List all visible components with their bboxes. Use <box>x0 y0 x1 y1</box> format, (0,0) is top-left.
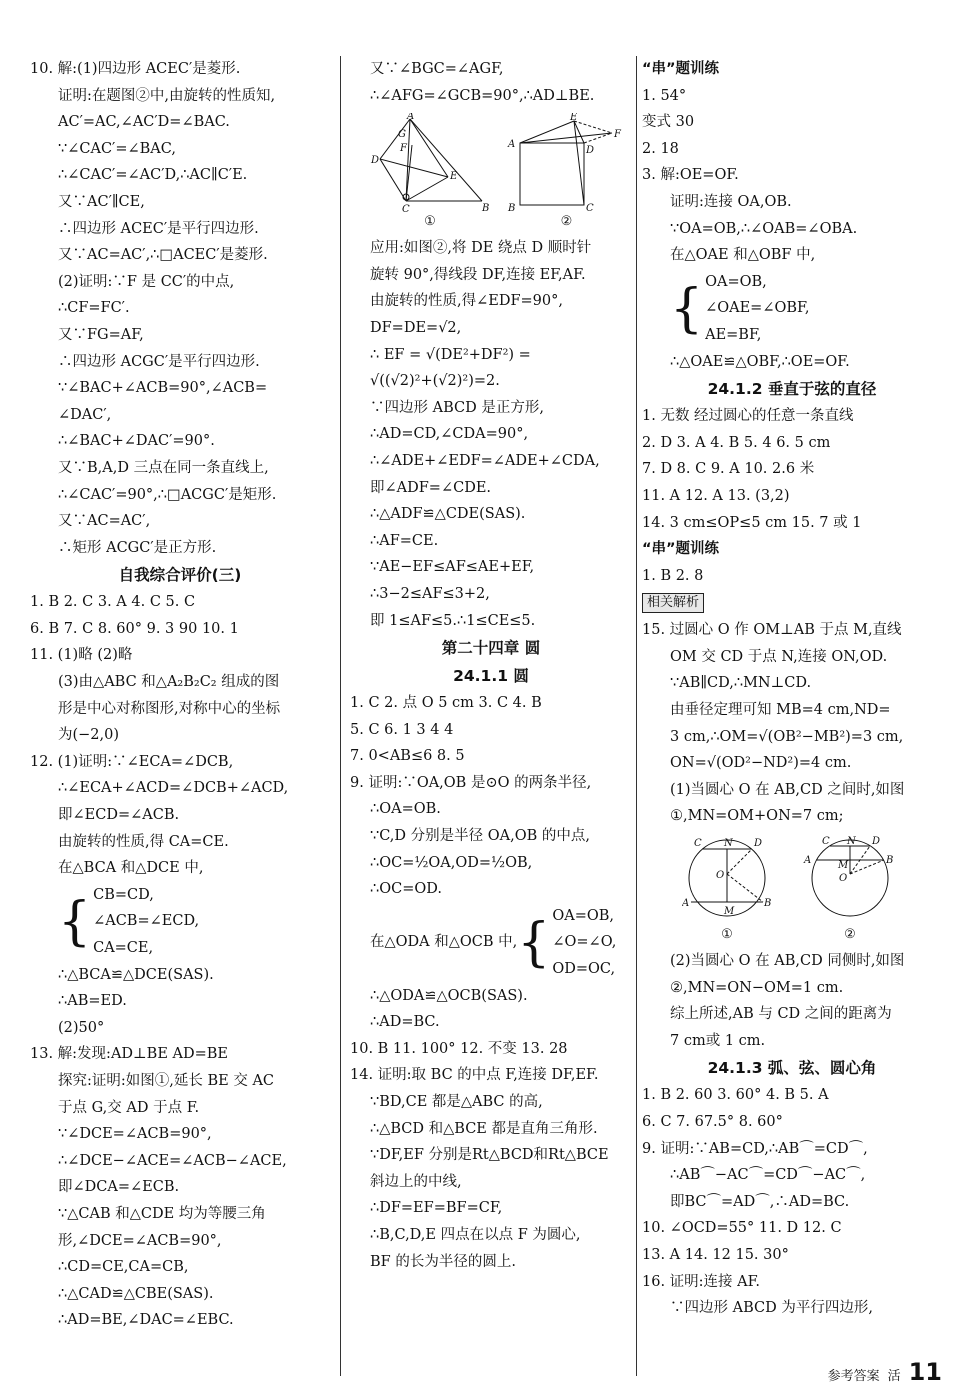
answer-line: 10. ∠OCD=55° 11. D 12. C <box>642 1220 842 1237</box>
answer-line: 2. 18 <box>642 140 679 157</box>
point-label: A <box>508 139 516 151</box>
text-line: ∵∠CAC′=∠BAC, <box>58 140 176 157</box>
text-line: ∴CD=CE,CA=CB, <box>58 1259 189 1276</box>
text-line: 形,∠DCE=∠ACB=90°, <box>58 1232 222 1249</box>
text-line: ∵∠DCE=∠ACB=90°, <box>58 1126 212 1143</box>
text-line: ∵AE−EF≤AF≤AE+EF, <box>370 559 535 576</box>
point-label: B <box>764 898 772 910</box>
answer-line: 1. B 2. C 3. A 4. C 5. C <box>30 594 196 611</box>
text-line: ∠OAE=∠OBF, <box>705 300 810 317</box>
text-line: 又∵AC′∥CE, <box>58 193 145 210</box>
circle-figure-2 <box>802 834 898 944</box>
text-line: ∴△ODA≌△OCB(SAS). <box>370 987 528 1004</box>
q14-block <box>350 1062 632 1275</box>
text-line: CA=CE, <box>93 940 154 956</box>
text-line: 9. 证明:∵OA,OB 是⊙O 的两条半径, <box>350 774 592 791</box>
answer-line: 1. B 2. 60 3. 60° 4. B 5. A <box>642 1087 829 1104</box>
text-line: ∴AB⌒−AC⌒=CD⌒−AC⌒, <box>670 1167 866 1184</box>
series-heading: “串”题训练 <box>642 61 720 77</box>
text-line: 即 1≤AF≤5.∴1≤CE≤5. <box>370 612 536 629</box>
answer-line: 6. C 7. 67.5° 8. 60° <box>642 1114 783 1130</box>
point-label: N <box>847 836 856 848</box>
point-label: D <box>371 155 380 167</box>
text-line: 由垂径定理可知 MB=4 cm,ND= <box>670 702 891 719</box>
figure-row <box>350 109 632 235</box>
text-line: ∴AD=BC. <box>370 1014 440 1031</box>
circle-figure-row <box>642 830 942 948</box>
text-line: DF=DE=√2, <box>370 319 462 336</box>
text-line: ∴∠CAC′=∠AC′D,∴AC∥C′E. <box>58 167 248 184</box>
point-label: A <box>682 898 690 910</box>
point-label: B <box>508 203 516 214</box>
text-line: (3)由△ABC 和△A₂B₂C₂ 组成的图 <box>58 674 280 691</box>
point-label: D <box>754 838 763 850</box>
q12-block <box>30 749 330 1042</box>
text-line: 又∵AC=AC′, <box>58 513 151 530</box>
text-line: 又∵∠BGC=∠AGF, <box>370 61 504 77</box>
text-line: 又∵FG=AF, <box>58 326 144 343</box>
triangle-diagram <box>370 113 490 213</box>
text-line: 于点 G,交 AD 于点 F. <box>58 1099 200 1116</box>
text-line: 斜边上的中线, <box>370 1173 462 1190</box>
square-diagram <box>504 113 629 213</box>
page-footer <box>828 1358 942 1386</box>
text-line: ∴OC=OD. <box>370 881 442 898</box>
text-line: ∴∠AFG=∠GCB=90°,∴AD⊥BE. <box>370 87 595 104</box>
text-line: (2)当圆心 O 在 AB,CD 同侧时,如图 <box>670 953 905 970</box>
section-heading: 24.1.2 垂直于弦的直径 <box>707 380 877 399</box>
text-line: ∴AD=BE,∠DAC=∠EBC. <box>58 1312 234 1329</box>
point-label: O <box>716 870 725 882</box>
text-line: CB=CD, <box>93 886 154 903</box>
point-label: E <box>570 113 578 124</box>
point-label: B <box>886 855 894 867</box>
text-line: 形是中心对称图形,对称中心的坐标 <box>58 700 281 717</box>
text-line: √((√2)²+(√2)²)=2. <box>370 373 500 390</box>
q15-end-block <box>642 948 942 1054</box>
text-line: 证明:在题图②中,由旋转的性质知, <box>58 87 276 104</box>
answer-line: 1. 54° <box>642 87 687 104</box>
text-line: OA=OB, <box>552 907 615 924</box>
text-line: ∴△OAE≌△OBF,∴OE=OF. <box>670 353 850 370</box>
text-line: 10. 解:(1)四边形 ACEC′是菱形. <box>30 61 241 77</box>
answer-line: 16. 证明:连接 AF. <box>642 1273 761 1290</box>
text-line: OA=OB, <box>705 273 767 290</box>
answer-line: 9. 证明:∵AB=CD,∴AB⌒=CD⌒, <box>642 1140 868 1157</box>
figure-1 <box>370 113 490 231</box>
text-line: ON=√(OD²−ND²)=4 cm. <box>670 755 852 772</box>
point-label: A <box>407 113 415 123</box>
section-heading: 24.1.1 圆 <box>453 667 529 686</box>
text-line: 15. 过圆心 O 作 OM⊥AB 于点 M,直线 <box>642 622 902 639</box>
application-block <box>350 235 632 634</box>
figure-caption: ① <box>424 214 436 230</box>
brace-icon: { <box>58 891 92 952</box>
point-label: C <box>694 838 702 850</box>
text-line: 综上所述,AB 与 CD 之间的距离为 <box>670 1006 892 1023</box>
text-line: ①,MN=OM+ON=7 cm; <box>670 808 844 825</box>
point-label: D <box>586 145 595 157</box>
text-line: 旋转 90°,得线段 DF,连接 EF,AF. <box>370 266 586 283</box>
figure-caption: ② <box>844 927 856 943</box>
text-line: ∵四边形 ABCD 是正方形, <box>370 399 544 416</box>
text-line: ∴AB=ED. <box>58 993 127 1010</box>
text-line: ∴△BCA≌△DCE(SAS). <box>58 966 214 983</box>
text-line: ∵AB∥CD,∴MN⊥CD. <box>670 675 812 692</box>
text-line: 即∠ECD=∠ACB. <box>58 807 180 824</box>
text-line: 探究:证明:如图①,延长 BE 交 AC <box>58 1072 275 1089</box>
point-label: F <box>400 143 407 155</box>
text-line: 在△OAE 和△OBF 中, <box>670 247 816 264</box>
q10-block <box>30 56 330 561</box>
text-line: 又∵B,A,D 三点在同一条直线上, <box>58 459 269 476</box>
text-line: ∵DF,EF 分别是Rt△BCD和Rt△BCE <box>370 1147 609 1164</box>
text-line: 即∠DCA=∠ECB. <box>58 1179 180 1196</box>
figure-caption: ① <box>721 927 733 943</box>
answer-line: 11. A 12. A 13. (3,2) <box>642 487 790 504</box>
answer-line: 10. B 11. 100° 12. 不变 13. 28 <box>350 1040 568 1057</box>
q15-block <box>642 617 942 830</box>
text-line: AE=BF, <box>705 326 762 343</box>
text-line: 由旋转的性质,得∠EDF=90°, <box>370 293 563 310</box>
text-line: ∴△CAD≌△CBE(SAS). <box>58 1285 214 1302</box>
text-line: AC′=AC,∠AC′D=∠BAC. <box>58 114 230 131</box>
column-1 <box>30 56 330 1334</box>
point-label: O <box>839 873 848 885</box>
brace-icon: { <box>670 278 704 339</box>
brace-icon: { <box>517 912 551 973</box>
answer-line: 7. D 8. C 9. A 10. 2.6 米 <box>642 461 815 478</box>
series-heading: “串”题训练 <box>642 541 720 558</box>
text-line: 即∠ADF=∠CDE. <box>370 479 492 496</box>
text-line: 3 cm,∴OM=√(OB²−MB²)=3 cm, <box>670 728 904 745</box>
text-line: ∠ACB=∠ECD, <box>93 913 200 930</box>
brace-system <box>30 882 330 962</box>
text-line: ∵四边形 ABCD 为平行四边形, <box>670 1300 873 1317</box>
text-line: 应用:如图②,将 DE 绕点 D 顺时针 <box>370 240 592 257</box>
text-line: ∴∠ECA+∠ACD=∠DCB+∠ACD, <box>58 780 289 797</box>
text-line: ∴∠BAC+∠DAC′=90°. <box>58 433 215 450</box>
brace-system <box>350 903 632 983</box>
text-line: ∴∠DCE−∠ACE=∠ACB−∠ACE, <box>58 1152 287 1169</box>
text-line: OM 交 CD 于点 N,连接 ON,OD. <box>670 648 888 665</box>
text-line: ∴OA=OB. <box>370 801 441 818</box>
text-line: (1)当圆心 O 在 AB,CD 之间时,如图 <box>670 781 905 798</box>
column-divider <box>340 56 341 1376</box>
circle-diagram <box>682 834 772 926</box>
figure-2 <box>504 113 629 231</box>
text-line: ∴ EF = √(DE²+DF²) = <box>370 346 531 363</box>
text-line: ∴四边形 ACGC′是平行四边形. <box>58 353 260 370</box>
point-label: C <box>586 203 594 214</box>
point-label: G <box>398 129 406 141</box>
text-line: ∴∠ADE+∠EDF=∠ADE+∠CDA, <box>370 452 600 469</box>
text-line: ∴△BCD 和△BCE 都是直角三角形. <box>370 1120 598 1137</box>
answer-line: 1. 无数 经过圆心的任意一条直线 <box>642 408 854 425</box>
text-line: ∴CF=FC′. <box>58 300 130 317</box>
point-label: A <box>804 855 812 867</box>
point-label: M <box>838 860 849 872</box>
text-line: ∠DAC′, <box>58 406 112 423</box>
answer-line: 5. C 6. 1 3 4 4 <box>350 721 454 738</box>
point-label: N <box>724 838 733 850</box>
text-line: ∵BD,CE 都是△ABC 的高, <box>370 1094 543 1110</box>
point-label: C <box>402 204 410 214</box>
text-line: 为(−2,0) <box>58 727 120 744</box>
text-line: ∴∠CAC′=90°,∴□ACGC′是矩形. <box>58 486 277 503</box>
footer-brand: 活 <box>887 1369 901 1384</box>
text-line: ∴AF=CE. <box>370 532 439 549</box>
text-line: ∴AD=CD,∠CDA=90°, <box>370 426 529 443</box>
column-3 <box>642 56 942 1322</box>
text-line: 由旋转的性质,得 CA=CE. <box>58 833 229 850</box>
section-heading: 自我综合评价(三) <box>118 566 242 585</box>
text-line: 7 cm或 1 cm. <box>670 1032 766 1049</box>
text-line: ②,MN=ON−OM=1 cm. <box>670 979 844 996</box>
footer-label: 参考答案 <box>827 1369 880 1384</box>
q11-block <box>30 642 330 748</box>
point-label: M <box>724 906 735 918</box>
circle-figure-1 <box>682 834 772 944</box>
point-label: D <box>872 836 881 848</box>
text-line: ∵△CAB 和△CDE 均为等腰三角 <box>58 1205 266 1222</box>
text-line: ∴3−2≤AF≤3+2, <box>370 585 490 602</box>
text-line: ∴DF=EF=BF=CF, <box>370 1200 503 1217</box>
text-line: ∴矩形 ACGC′是正方形. <box>58 539 217 556</box>
text-line: 在△ODA 和△OCB 中, <box>370 934 518 951</box>
answer-line: 7. 0<AB≤6 8. 5 <box>350 748 465 765</box>
text-line: ∴B,C,D,E 四点在以点 F 为圆心, <box>370 1226 581 1243</box>
circle-diagram <box>802 834 898 926</box>
text-line: ∵C,D 分别是半径 OA,OB 的中点, <box>370 828 590 845</box>
text-line: 11. (1)略 (2)略 <box>30 647 133 664</box>
chapter-title: 第二十四章 圆 <box>441 639 541 658</box>
text-line: ∵∠BAC+∠ACB=90°,∠ACB= <box>58 380 268 397</box>
text-line: (2)证明:∵F 是 CC′的中点, <box>58 273 235 290</box>
text-line: ∴OC=½OA,OD=½OB, <box>370 854 533 871</box>
answer-line: 变式 30 <box>642 114 695 131</box>
answer-line: 1. B 2. 8 <box>642 567 704 584</box>
column-divider <box>636 56 637 1376</box>
page-number: 11 <box>908 1358 942 1386</box>
q9-block <box>350 770 632 1036</box>
point-label: E <box>450 171 458 183</box>
answer-line: 6. B 7. C 8. 60° 9. 3 90 10. 1 <box>30 620 239 637</box>
text-line: 在△BCA 和△DCE 中, <box>58 860 204 877</box>
text-line: BF 的长为半径的圆上. <box>370 1253 516 1270</box>
text-line: ∴△ADF≌△CDE(SAS). <box>370 506 526 523</box>
answer-line: 1. C 2. 点 O 5 cm 3. C 4. B <box>350 695 542 712</box>
text-line: 12. (1)证明:∵∠ECA=∠DCB, <box>30 753 234 770</box>
answer-line: 3. 解:OE=OF. <box>642 167 739 184</box>
text-line: 又∵AC=AC′,∴□ACEC′是菱形. <box>58 247 268 264</box>
section-heading: 24.1.3 弧、弦、圆心角 <box>707 1059 877 1078</box>
point-label: C <box>822 836 830 848</box>
q13-block <box>30 1041 330 1334</box>
text-line: ∵OA=OB,∴∠OAB=∠OBA. <box>670 220 858 237</box>
text-line: 证明:连接 OA,OB. <box>670 193 792 210</box>
text-line: (2)50° <box>58 1019 105 1036</box>
text-line: 即BC⌒=AD⌒,∴AD=BC. <box>670 1193 850 1210</box>
brace-system <box>642 269 942 349</box>
answer-line: 2. D 3. A 4. B 5. 4 6. 5 cm <box>642 434 831 451</box>
figure-caption: ② <box>560 214 573 230</box>
point-label: F <box>614 129 621 141</box>
text-line: ∴四边形 ACEC′是平行四边形. <box>58 220 259 237</box>
text-line: ∠O=∠O, <box>552 934 617 951</box>
column-2 <box>350 56 632 1275</box>
answer-line: 13. A 14. 12 15. 30° <box>642 1246 789 1263</box>
related-analysis-badge: 相关解析 <box>642 593 704 613</box>
text-line: 13. 解:发现:AD⊥BE AD=BE <box>30 1046 229 1063</box>
answer-line: 14. 3 cm≤OP≤5 cm 15. 7 或 1 <box>642 514 862 531</box>
text-line: 14. 证明:取 BC 的中点 F,连接 DF,EF. <box>350 1067 599 1084</box>
text-line: OD=OC, <box>552 961 616 978</box>
point-label: B <box>482 203 490 214</box>
